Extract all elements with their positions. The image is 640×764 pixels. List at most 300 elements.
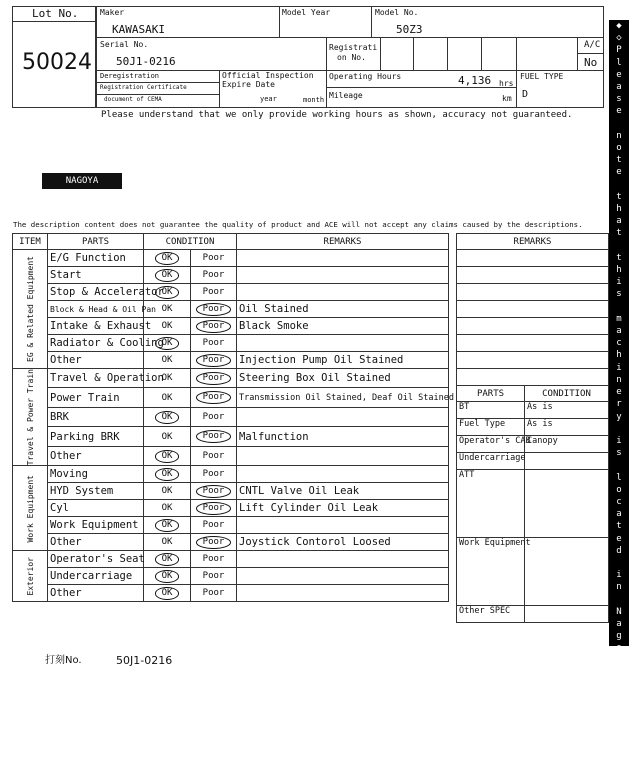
side-notice-char: l: [616, 472, 622, 483]
spec-part: Fuel Type: [457, 419, 525, 436]
side-notice-char: l: [616, 57, 622, 68]
side-notice-char: t: [616, 155, 622, 166]
right-remarks-cell: [457, 250, 609, 267]
right-remarks-row: [457, 352, 609, 369]
group-label-text: Work Equipment: [25, 474, 35, 543]
inspection-label: Official Inspection: [222, 71, 314, 80]
side-notice-char: m: [616, 313, 622, 324]
poor-cell: [191, 250, 237, 267]
reg-cert-label: Registration Certificate: [100, 84, 187, 91]
spec-row: [457, 538, 609, 606]
ok-mark: OK: [161, 486, 173, 497]
ac-label: A/C: [584, 40, 601, 50]
remark: [237, 585, 449, 602]
header-col-line: [447, 37, 448, 70]
ok-mark: OK: [155, 252, 180, 265]
table-row: [13, 446, 449, 466]
month-label: month: [303, 96, 325, 104]
side-notice-char: ◇: [616, 753, 622, 764]
ok-mark: OK: [161, 355, 173, 365]
group-label: [13, 551, 48, 602]
spec-parts-header: PARTS: [457, 386, 525, 402]
side-notice-char: a: [616, 704, 622, 715]
operating-hours-value: 4,136: [458, 74, 492, 87]
side-notice-char: a: [616, 216, 622, 227]
ok-mark: OK: [155, 519, 180, 532]
table-row: [13, 335, 449, 352]
lot-number: 50024: [22, 50, 92, 75]
side-notice-char: d: [616, 545, 622, 556]
poor-cell: [191, 585, 237, 602]
right-remarks-row: [457, 318, 609, 335]
ok-cell: [144, 500, 191, 517]
side-notice: [609, 20, 629, 764]
poor-cell: [191, 301, 237, 318]
ok-mark: OK: [161, 503, 173, 514]
side-notice-char: t: [616, 191, 622, 202]
poor-cell: [191, 500, 237, 517]
spec-condition: [525, 453, 609, 470]
remark: [237, 568, 449, 585]
lot-label: Lot No.: [32, 7, 79, 20]
poor-cell: [191, 284, 237, 301]
right-remarks-row: [457, 369, 609, 386]
model-no-label: Model No.: [375, 8, 419, 17]
part-name: Parking BRK: [48, 427, 144, 446]
side-notice-char: s: [616, 94, 622, 105]
spec-part: BT: [457, 402, 525, 419]
side-notice-char: h: [616, 204, 622, 215]
right-remarks-row: [457, 301, 609, 318]
table-row: [13, 352, 449, 369]
table-row: [13, 407, 449, 426]
ok-mark: OK: [161, 392, 173, 403]
spec-condition-header: CONDITION: [525, 386, 609, 402]
spec-part: Work Equipment: [457, 538, 525, 606]
header-col-line: [481, 37, 482, 70]
registration-label: Registrati: [329, 43, 378, 52]
poor-cell: [191, 352, 237, 369]
table-row: [13, 551, 449, 568]
side-notice-char: [609, 240, 629, 252]
poor-mark: Poor: [202, 451, 225, 462]
stamp-label: 打刻No.: [45, 655, 82, 666]
table-row: [13, 500, 449, 517]
table-row: [13, 318, 449, 335]
remark: CNTL Valve Oil Leak: [237, 483, 449, 500]
condition-header: CONDITION: [144, 234, 237, 250]
ok-mark: OK: [161, 537, 173, 548]
poor-mark: Poor: [196, 430, 232, 443]
ok-mark: OK: [155, 553, 180, 566]
right-remarks-row: [457, 267, 609, 284]
registration-label-2: on No.: [337, 53, 366, 62]
ok-mark: OK: [155, 269, 180, 282]
group-label-text: Travel & Power Train: [25, 369, 35, 466]
poor-cell: [191, 466, 237, 483]
side-notice-char: ◆: [616, 21, 622, 31]
part-name: Power Train: [48, 388, 144, 407]
side-notice-char: g: [616, 631, 622, 642]
part-name: Other: [48, 352, 144, 369]
ok-mark: OK: [155, 450, 180, 463]
maker-label: Maker: [100, 8, 125, 17]
side-notice-char: Y: [616, 692, 622, 703]
ok-mark: OK: [161, 431, 173, 442]
ok-mark: OK: [161, 373, 173, 384]
right-remarks-cell: [457, 369, 609, 386]
ok-mark: OK: [161, 321, 173, 331]
table-row: [13, 568, 449, 585]
spec-row: [457, 470, 609, 538]
table-row: [13, 284, 449, 301]
side-notice-char: P: [616, 45, 622, 56]
condition-table: [12, 233, 454, 602]
side-notice-char: y: [616, 411, 622, 422]
remark: Lift Cylinder Oil Leak: [237, 500, 449, 517]
side-notice-char: e: [616, 106, 622, 117]
part-name: E/G Function: [48, 250, 144, 267]
header-col-line: [326, 37, 327, 70]
table-row: [13, 388, 449, 407]
spec-condition: As is: [525, 419, 609, 436]
poor-cell: [191, 318, 237, 335]
poor-mark: Poor: [202, 270, 225, 280]
spec-part: Undercarriage: [457, 453, 525, 470]
remark: Black Smoke: [237, 318, 449, 335]
right-remarks-row: [457, 335, 609, 352]
ok-cell: [144, 585, 191, 602]
right-remarks-row: [457, 250, 609, 267]
side-notice-char: e: [616, 533, 622, 544]
poor-mark: Poor: [196, 485, 232, 498]
poor-cell: [191, 446, 237, 466]
fuel-type-value: D: [522, 89, 529, 100]
side-notice-char: a: [616, 82, 622, 93]
remark: [237, 466, 449, 483]
right-remarks-cell: [457, 335, 609, 352]
serial-value: 50J1-0216: [116, 55, 176, 68]
side-notice-char: s: [616, 289, 622, 300]
side-notice-char: [609, 423, 629, 435]
ok-cell: [144, 352, 191, 369]
side-notice-char: r: [616, 716, 622, 727]
poor-cell: [191, 407, 237, 426]
side-notice-char: N: [616, 606, 622, 617]
part-name: HYD System: [48, 483, 144, 500]
table-row: [13, 301, 449, 318]
poor-mark: Poor: [196, 391, 232, 404]
remark: [237, 446, 449, 466]
table-row: [13, 427, 449, 446]
side-notice-char: h: [616, 265, 622, 276]
side-notice-char: ◇: [616, 33, 622, 44]
side-notice-char: y: [616, 655, 622, 666]
spec-condition: Canopy: [525, 436, 609, 453]
poor-mark: Poor: [202, 287, 225, 297]
side-notice-char: s: [616, 448, 622, 459]
poor-cell: [191, 335, 237, 352]
remark: Joystick Contorol Loosed: [237, 534, 449, 551]
poor-mark: Poor: [202, 554, 225, 565]
ok-mark: OK: [155, 587, 180, 600]
ok-cell: [144, 407, 191, 426]
spec-condition: [525, 470, 609, 538]
spec-condition: [525, 538, 609, 606]
right-remarks-cell: [457, 352, 609, 369]
header-col-line: [279, 6, 280, 37]
poor-mark: Poor: [202, 571, 225, 582]
side-notice-char: [609, 557, 629, 569]
side-notice-char: t: [616, 252, 622, 263]
ok-cell: [144, 388, 191, 407]
header-col-line: [380, 37, 381, 70]
poor-cell: [191, 534, 237, 551]
header-col-line: [413, 37, 414, 70]
spec-condition: As is: [525, 402, 609, 419]
part-name: Work Equipment: [48, 517, 144, 534]
group-label: [13, 369, 48, 466]
ok-mark: OK: [155, 570, 180, 583]
side-notice-char: a: [616, 667, 622, 678]
poor-cell: [191, 388, 237, 407]
side-notice-char: i: [616, 435, 622, 446]
poor-cell: [191, 369, 237, 388]
side-notice-char: o: [616, 484, 622, 495]
spec-row: [457, 402, 609, 419]
part-name: Stop & Accelerator: [48, 284, 144, 301]
poor-mark: Poor: [202, 588, 225, 599]
spec-row: [457, 453, 609, 470]
header-row-line: [96, 94, 219, 95]
parts-header: PARTS: [48, 234, 144, 250]
operating-hours-label: Operating Hours: [329, 72, 402, 81]
poor-mark: Poor: [196, 354, 232, 367]
side-notice-char: [609, 594, 629, 606]
ok-cell: [144, 250, 191, 267]
model-year-label: Model Year: [282, 8, 331, 17]
table-row: [13, 267, 449, 284]
part-name: Other: [48, 446, 144, 466]
poor-cell: [191, 568, 237, 585]
side-notice-char: e: [616, 387, 622, 398]
spec-part: ATT: [457, 470, 525, 538]
group-label-text: Exterior: [25, 557, 35, 596]
km-label: km: [502, 94, 512, 103]
right-remarks-row: [457, 284, 609, 301]
ok-cell: [144, 267, 191, 284]
part-name: Block & Head & Oil Pan: [48, 301, 144, 318]
inspection-label-2: Expire Date: [222, 80, 275, 89]
mileage-label: Mileage: [329, 91, 363, 100]
right-remarks-cell: [457, 284, 609, 301]
right-remarks-header: REMARKS: [457, 234, 609, 250]
poor-mark: Poor: [202, 520, 225, 531]
table-row: [13, 585, 449, 602]
side-notice-char: o: [616, 143, 622, 154]
maker-value: KAWASAKI: [112, 23, 165, 36]
ac-value: No: [584, 56, 598, 69]
table-row: [13, 369, 449, 388]
side-notice-char: h: [616, 350, 622, 361]
part-name: Intake & Exhaust: [48, 318, 144, 335]
poor-cell: [191, 483, 237, 500]
side-notice-char: n: [616, 130, 622, 141]
right-remarks-table: [456, 233, 609, 386]
ok-cell: [144, 517, 191, 534]
spec-condition: [525, 606, 609, 623]
ok-cell: [144, 446, 191, 466]
side-notice-char: i: [616, 362, 622, 373]
side-notice-char: [609, 459, 629, 471]
part-name: Start: [48, 267, 144, 284]
ok-cell: [144, 483, 191, 500]
remark: Transmission Oil Stained, Deaf Oil Stained: [237, 388, 449, 407]
table-row: [13, 466, 449, 483]
hours-notice: Please understand that we only provide working hours as shown, accuracy not guaranteed.: [101, 110, 573, 120]
table-row: [13, 250, 449, 267]
ok-mark: OK: [155, 411, 180, 424]
side-notice-char: e: [616, 69, 622, 80]
poor-mark: Poor: [202, 412, 225, 423]
header-row-line: [577, 53, 604, 54]
poor-cell: [191, 427, 237, 446]
header-col-line: [516, 70, 517, 108]
spec-row: [457, 606, 609, 623]
location-badge: NAGOYA: [42, 173, 122, 189]
part-name: BRK: [48, 407, 144, 426]
poor-cell: [191, 267, 237, 284]
remark: Injection Pump Oil Stained: [237, 352, 449, 369]
header-col-line: [516, 37, 517, 70]
side-notice-char: a: [616, 509, 622, 520]
side-notice-char: n: [616, 582, 622, 593]
ok-cell: [144, 534, 191, 551]
side-notice-char: i: [616, 277, 622, 288]
ok-mark: OK: [155, 337, 180, 350]
header-col-line: [371, 6, 372, 37]
spec-part: Other SPEC: [457, 606, 525, 623]
remark: [237, 267, 449, 284]
right-remarks-cell: [457, 318, 609, 335]
side-notice-char: a: [616, 326, 622, 337]
table-row: [13, 534, 449, 551]
group-label: [13, 466, 48, 551]
side-notice-char: n: [616, 374, 622, 385]
table-row: [13, 517, 449, 534]
disclaimer: The description content does not guarantee the quality of product and ACE will not accept any claims caused by the descriptions.: [13, 220, 583, 229]
part-name: Radiator & Cooling: [48, 335, 144, 352]
poor-mark: Poor: [196, 536, 232, 549]
ok-cell: [144, 466, 191, 483]
ok-mark: OK: [155, 468, 180, 481]
header-row-line: [96, 37, 604, 38]
cema-label: document of CEMA: [104, 96, 162, 103]
remark: Oil Stained: [237, 301, 449, 318]
serial-label: Serial No.: [100, 40, 149, 49]
remarks-header: REMARKS: [237, 234, 449, 250]
ok-mark: OK: [155, 286, 180, 299]
group-label: [13, 250, 48, 369]
part-name: Undercarriage: [48, 568, 144, 585]
remark: [237, 407, 449, 426]
part-name: Cyl: [48, 500, 144, 517]
side-notice-char: t: [616, 228, 622, 239]
part-name: Other: [48, 534, 144, 551]
year-label: year: [260, 95, 277, 103]
part-name: Travel & Operation: [48, 369, 144, 388]
side-notice-char: i: [616, 570, 622, 581]
ok-mark: OK: [161, 304, 173, 314]
side-notice-char: e: [616, 167, 622, 178]
fuel-type-label: FUEL TYPE: [520, 72, 564, 81]
header-row-line: [326, 87, 516, 88]
header-col-line: [219, 70, 220, 108]
part-name: Other: [48, 585, 144, 602]
model-no-value: 50Z3: [396, 23, 423, 36]
ok-cell: [144, 551, 191, 568]
poor-mark: Poor: [202, 338, 225, 348]
remark: Steering Box Oil Stained: [237, 369, 449, 388]
side-notice-char: c: [616, 496, 622, 507]
side-notice-char: [609, 179, 629, 191]
side-notice-char: o: [616, 643, 622, 654]
poor-mark: Poor: [196, 502, 232, 515]
remark: [237, 551, 449, 568]
poor-mark: Poor: [202, 253, 225, 263]
header-col-line: [326, 70, 327, 108]
ok-cell: [144, 427, 191, 446]
header-row-line: [96, 82, 219, 83]
poor-cell: [191, 551, 237, 568]
spec-row: [457, 419, 609, 436]
remark: [237, 517, 449, 534]
table-row: [13, 483, 449, 500]
side-notice-char: c: [616, 338, 622, 349]
part-name: Moving: [48, 466, 144, 483]
ok-cell: [144, 568, 191, 585]
right-remarks-cell: [457, 267, 609, 284]
right-remarks-cell: [457, 301, 609, 318]
remark: [237, 250, 449, 267]
side-notice-char: [609, 301, 629, 313]
poor-cell: [191, 517, 237, 534]
remark: [237, 284, 449, 301]
item-header: ITEM: [13, 234, 48, 250]
spec-part: Operator's CAB: [457, 436, 525, 453]
remark: Malfunction: [237, 427, 449, 446]
stamp-value: 50J1-0216: [116, 654, 173, 667]
side-notice-char: d: [616, 728, 622, 739]
side-notice-char: [609, 679, 629, 691]
remark: [237, 335, 449, 352]
side-notice-char: r: [616, 399, 622, 410]
group-label-text: EG & Related Equipment: [25, 256, 35, 362]
spec-row: [457, 436, 609, 453]
spec-table: [456, 385, 609, 623]
poor-mark: Poor: [196, 320, 232, 333]
poor-mark: Poor: [196, 372, 232, 385]
poor-mark: Poor: [196, 303, 232, 316]
side-notice-char: a: [616, 618, 622, 629]
side-notice-char: [609, 118, 629, 130]
hrs-label: hrs: [499, 79, 514, 88]
side-notice-char: t: [616, 521, 622, 532]
side-notice-char: ◆: [616, 740, 622, 751]
part-name: Operator's Seat: [48, 551, 144, 568]
header-row-line: [96, 70, 604, 71]
poor-mark: Poor: [202, 469, 225, 480]
